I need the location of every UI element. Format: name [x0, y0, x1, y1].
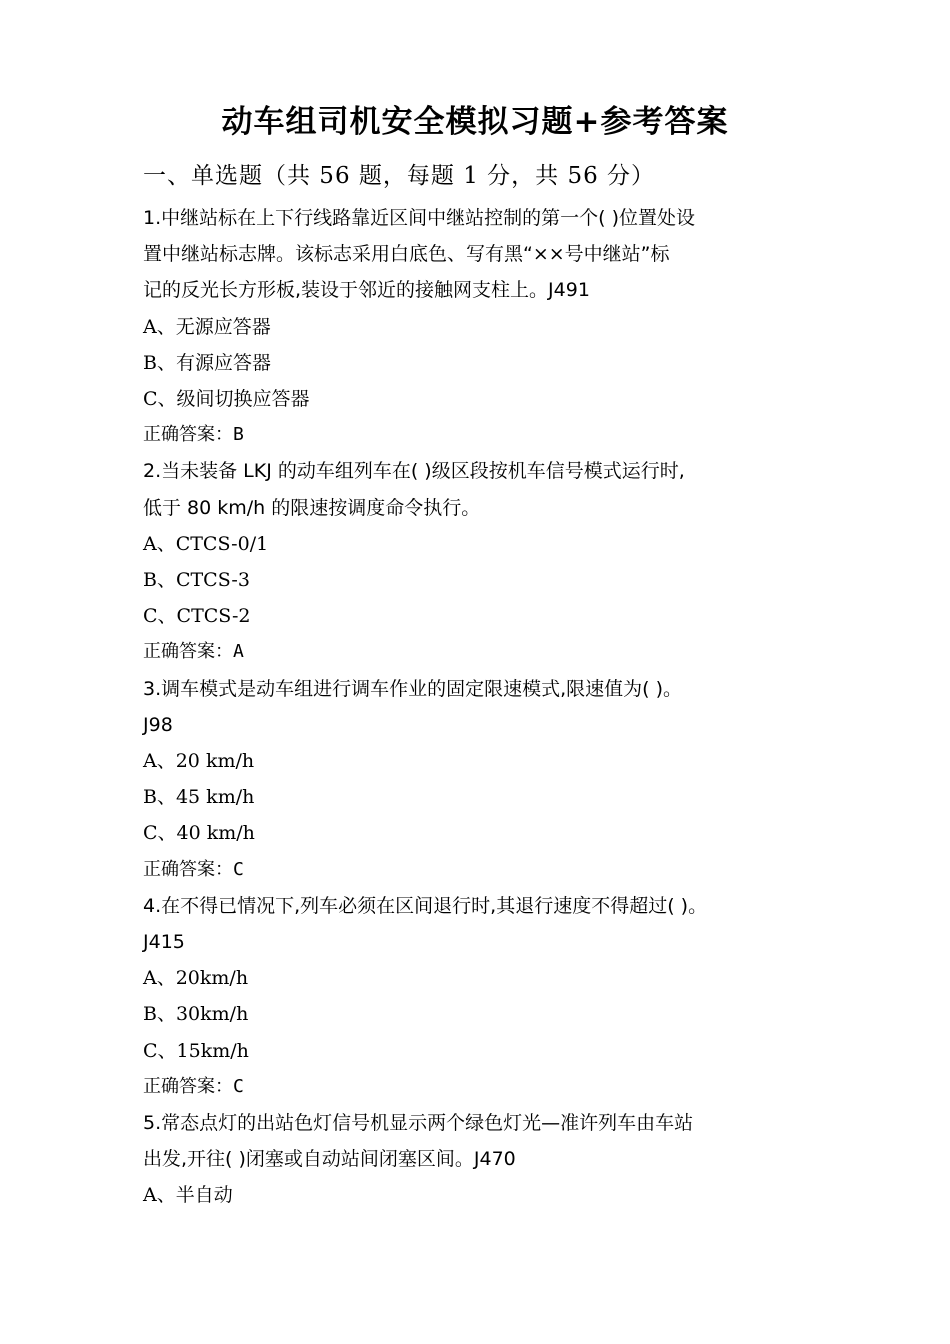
stem-line: 2.当未装备 LKJ 的动车组列车在( )级区段按机车信号模式运行时,	[143, 460, 685, 483]
question-stem	[143, 1105, 823, 1177]
answer-prefix: 正确答案：	[143, 858, 233, 880]
stem-line: 低于 80 km/h 的限速按调度命令执行。	[143, 496, 481, 519]
answer-value: C	[233, 1075, 244, 1097]
answer-prefix: 正确答案：	[143, 1075, 233, 1097]
question-5	[143, 1105, 823, 1214]
option-b: B、有源应答器	[143, 351, 271, 374]
option-c: C、15km/h	[143, 1039, 249, 1062]
option-b: B、30km/h	[143, 1003, 249, 1026]
stem-line: 记的反光长方形板,装设于邻近的接触网支柱上。J491	[143, 279, 590, 302]
question-4	[143, 888, 823, 1105]
option-c: C、40 km/h	[143, 822, 255, 845]
stem-line: 4.在不得已情况下,列车必须在区间退行时,其退行速度不得超过( )。	[143, 894, 708, 917]
correct-answer	[143, 852, 823, 888]
option-c: C、级间切换应答器	[143, 388, 310, 411]
answer-value: C	[233, 858, 244, 880]
option-b: B、45 km/h	[143, 786, 255, 809]
option-a: A、CTCS-0/1	[143, 532, 269, 555]
stem-line: 出发,开往( )闭塞或自动站间闭塞区间。J470	[143, 1148, 516, 1171]
answer-prefix: 正确答案：	[143, 641, 233, 663]
question-stem	[143, 671, 823, 743]
question-2	[143, 453, 823, 670]
option-a: A、20km/h	[143, 967, 249, 990]
option-b: B、CTCS-3	[143, 569, 250, 592]
stem-line: J98	[143, 713, 173, 736]
option-c: C、CTCS-2	[143, 605, 251, 628]
option-a: A、无源应答器	[143, 315, 271, 338]
question-1	[143, 200, 823, 453]
answer-prefix: 正确答案：	[143, 424, 233, 446]
document-title: 动车组司机安全模拟习题+参考答案	[221, 104, 729, 140]
correct-answer	[143, 1069, 823, 1105]
question-stem	[143, 888, 823, 960]
correct-answer	[143, 417, 823, 453]
option-a: A、20 km/h	[143, 750, 255, 773]
option-a: A、半自动	[143, 1184, 233, 1207]
correct-answer	[143, 634, 823, 670]
stem-line: 置中继站标志牌。该标志采用白底色、写有黑“××号中继站”标	[143, 243, 670, 266]
section-heading: 一、单选题（共 56 题，每题 1 分，共 56 分）	[143, 163, 656, 189]
question-stem	[143, 200, 823, 309]
stem-line: 5.常态点灯的出站色灯信号机显示两个绿色灯光—准许列车由车站	[143, 1112, 694, 1135]
stem-line: J415	[143, 931, 185, 954]
question-3	[143, 671, 823, 888]
answer-value: A	[233, 641, 244, 663]
question-list	[143, 200, 823, 1214]
answer-value: B	[233, 424, 244, 446]
question-stem	[143, 453, 823, 525]
stem-line: 3.调车模式是动车组进行调车作业的固定限速模式,限速值为( )。	[143, 677, 683, 700]
stem-line: 1.中继站标在上下行线路靠近区间中继站控制的第一个( )位置处设	[143, 207, 695, 229]
